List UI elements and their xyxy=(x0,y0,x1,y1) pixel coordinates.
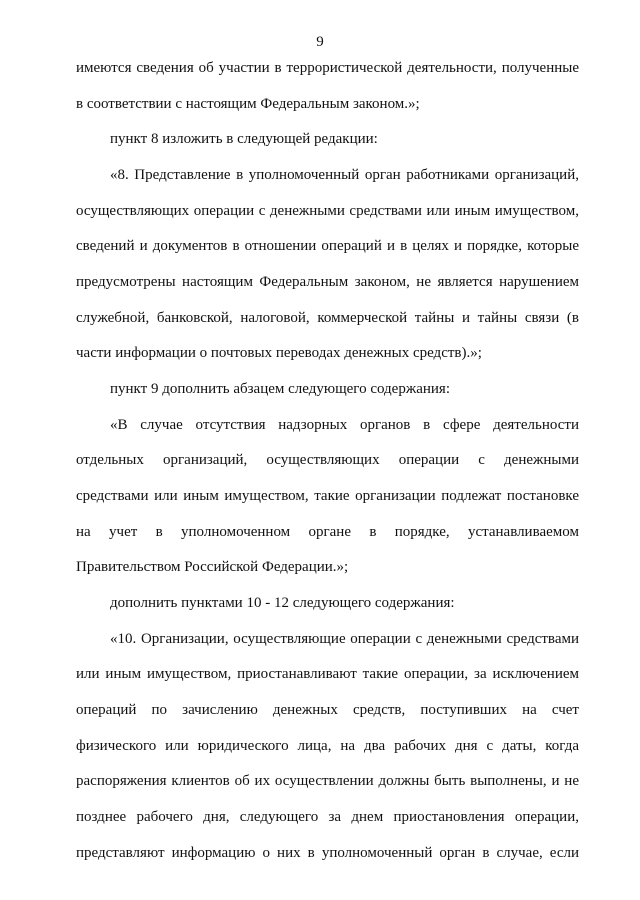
text-line: физического или юридического лица, на два рабочих дня с даты, когда xyxy=(76,738,579,754)
text-line: «8. Представление в уполномоченный орган работниками организаций, xyxy=(110,167,579,183)
text-line: пункт 9 дополнить абзацем следующего содержания: xyxy=(110,381,450,397)
text-line: или иным имуществом, приостанавливают такие операции, за исключением xyxy=(76,666,579,682)
text-line: дополнить пунктами 10 - 12 следующего содержания: xyxy=(110,595,455,611)
text-line: представляют информацию о них в уполномоченный орган в случае, если xyxy=(76,845,579,861)
text-line: пункт 8 изложить в следующей редакции: xyxy=(110,131,378,147)
text-line: операций по зачислению денежных средств, поступивших на счет xyxy=(76,702,579,718)
text-line: сведений и документов в отношении операций и в целях и порядке, которые xyxy=(76,238,579,254)
text-line: части информации о почтовых переводах денежных средств).»; xyxy=(76,345,482,361)
page-number: 9 xyxy=(316,34,324,50)
text-line: в соответствии с настоящим Федеральным законом.»; xyxy=(76,96,420,112)
text-line: осуществляющих операции с денежными средствами или иным имуществом, xyxy=(76,203,579,219)
text-line: «10. Организации, осуществляющие операции с денежными средствами xyxy=(110,631,579,647)
text-line: имеются сведения об участии в террористической деятельности, полученные xyxy=(76,60,579,76)
text-line: служебной, банковской, налоговой, коммерческой тайны и тайны связи (в xyxy=(76,310,579,326)
text-line: на учет в уполномоченном органе в порядке, устанавливаемом xyxy=(76,524,579,540)
text-line: средствами или иным имуществом, такие организации подлежат постановке xyxy=(76,488,579,504)
text-line: «В случае отсутствия надзорных органов в сфере деятельности xyxy=(110,417,579,433)
text-line: распоряжения клиентов об их осуществлении должны быть выполнены, и не xyxy=(76,773,579,789)
text-line: Правительством Российской Федерации.»; xyxy=(76,559,349,575)
text-line: позднее рабочего дня, следующего за днем приостановления операции, xyxy=(76,809,579,825)
text-line: предусмотрены настоящим Федеральным законом, не является нарушением xyxy=(76,274,579,290)
text-line: отдельных организаций, осуществляющих операции с денежными xyxy=(76,452,579,468)
